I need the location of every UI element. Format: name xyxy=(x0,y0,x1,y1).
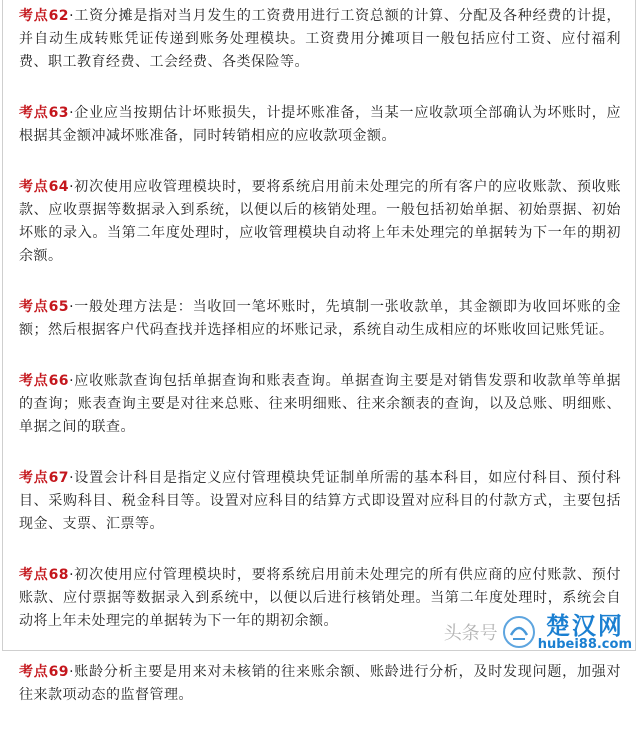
exam-point-text: ·工资分摊是指对当月发生的工资费用进行工资总额的计算、分配及各种经费的计提，并自动生成转账凭证传递到账务处理模块。工资费用分摊项目一般包括应付工资、应付福利费、职工教育经费、工会经费、各类保险等。 xyxy=(19,8,622,70)
exam-point-65 xyxy=(19,296,621,342)
exam-point-tag: 考点65 xyxy=(19,299,70,315)
exam-point-text: ·一般处理方法是：当收回一笔坏账时，先填制一张收款单，其金额即为收回坏账的金额；然后根据客户代码查找并选择相应的坏账记录，系统自动生成相应的坏账收回记账凭证。 xyxy=(19,299,622,338)
exam-point-text: ·账龄分析主要是用来对未核销的往来账余额、账龄进行分析，及时发现问题，加强对往来款项动态的监督管理。 xyxy=(19,664,622,703)
exam-point-tag: 考点66 xyxy=(19,373,70,389)
exam-point-text: ·初次使用应收管理模块时，要将系统启用前未处理完的所有客户的应收账款、预收账款、应收票据等数据录入到系统，以便以后的核销处理。一般包括初始单据、初始票据、初始坏账的录入。当第二年度处理时，应收管理模块自动将上年未处理完的单据转为下一年的期初余额。 xyxy=(19,179,622,264)
brand-site: hubei88.com xyxy=(537,636,632,652)
exam-point-text: ·设置会计科目是指定义应付管理模块凭证制单所需的基本科目，如应付科目、预付科目、采购科目、税金科目等。设置对应科目的结算方式即设置对应科目的付款方式，主要包括现金、支票、汇票等。 xyxy=(19,470,622,532)
watermark xyxy=(443,611,632,652)
exam-point-69 xyxy=(19,661,621,707)
exam-point-text: ·应收账款查询包括单据查询和账表查询。单据查询主要是对销售发票和收款单等单据的查询；账表查询主要是对往来总账、往来明细账、往来余额表的查询，以及总账、明细账、单据之间的联查。 xyxy=(19,373,622,435)
exam-point-tag: 考点69 xyxy=(19,664,70,680)
exam-point-64 xyxy=(19,176,621,268)
exam-point-66 xyxy=(19,370,621,439)
watermark-source: 头条号 xyxy=(443,623,498,644)
exam-point-text: ·初次使用应付管理模块时，要将系统启用前未处理完的所有供应商的应付账款、预付账款、应付票据等数据录入到系统中，以便以后进行核销处理。当第二年度处理时，系统会自动将上年未处理完的单据转为下一年的期初余额。 xyxy=(19,567,622,629)
exam-point-text: ·企业应当按期估计坏账损失，计提坏账准备，当某一应收款项全部确认为坏账时，应根据其金额冲减坏账准备，同时转销相应的应收款项金额。 xyxy=(19,105,622,144)
watermark-brand xyxy=(537,611,632,652)
exam-point-tag: 考点62 xyxy=(19,8,70,24)
brand-name: 楚汉网 xyxy=(545,611,624,640)
exam-point-tag: 考点68 xyxy=(19,567,70,583)
exam-point-tag: 考点64 xyxy=(19,179,70,195)
exam-point-67 xyxy=(19,467,621,536)
exam-point-63 xyxy=(19,102,621,148)
brand-logo-icon xyxy=(502,615,536,649)
exam-point-tag: 考点63 xyxy=(19,105,70,121)
exam-point-62 xyxy=(19,5,621,74)
exam-point-tag: 考点67 xyxy=(19,470,70,486)
